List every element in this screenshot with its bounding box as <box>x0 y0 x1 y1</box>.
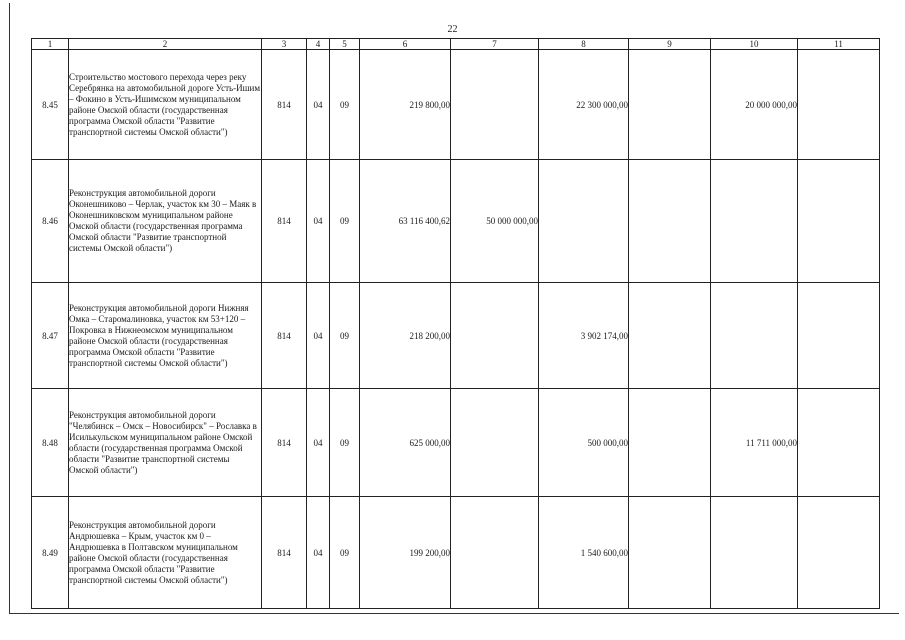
row-amount-7 <box>451 283 539 389</box>
header-cell-4: 4 <box>307 39 330 50</box>
row-code-3: 814 <box>262 50 307 160</box>
row-amount-9 <box>629 50 711 160</box>
scan-border-bottom <box>9 613 899 614</box>
table-row <box>32 389 880 497</box>
table-row <box>32 50 880 160</box>
row-number: 8.46 <box>32 160 69 283</box>
header-cell-11: 11 <box>798 39 880 50</box>
row-code-5: 09 <box>330 389 360 497</box>
table-header-row <box>32 39 880 50</box>
row-code-5: 09 <box>330 160 360 283</box>
row-code-3: 814 <box>262 389 307 497</box>
row-number: 8.45 <box>32 50 69 160</box>
row-description: Реконструкция автомобильной дороги "Челябинск – Омск – Новосибирск" – Рославка в Исилькульском муниципальном районе Омской области (государственная программа Омской области "Развитие транспортной системы Омской области") <box>69 389 262 497</box>
row-code-3: 814 <box>262 160 307 283</box>
row-amount-7 <box>451 389 539 497</box>
row-code-5: 09 <box>330 497 360 609</box>
row-code-4: 04 <box>307 50 330 160</box>
header-cell-9: 9 <box>629 39 711 50</box>
row-amount-11 <box>798 389 880 497</box>
scan-border-left <box>9 3 10 613</box>
table-row <box>32 283 880 389</box>
row-amount-7 <box>451 50 539 160</box>
header-cell-2: 2 <box>69 39 262 50</box>
row-code-4: 04 <box>307 497 330 609</box>
row-number: 8.47 <box>32 283 69 389</box>
row-amount-10 <box>711 160 798 283</box>
row-amount-6: 219 800,00 <box>360 50 451 160</box>
table-row <box>32 160 880 283</box>
row-amount-11 <box>798 497 880 609</box>
row-amount-6: 199 200,00 <box>360 497 451 609</box>
row-amount-9 <box>629 497 711 609</box>
row-amount-7: 50 000 000,00 <box>451 160 539 283</box>
header-cell-8: 8 <box>539 39 629 50</box>
row-description: Реконструкция автомобильной дороги Андрюшевка – Крым, участок км 0 – Андрюшевка в Полтавском муниципальном районе Омской области (государственная программа Омской области "Развитие транспортной системы Омской области") <box>69 497 262 609</box>
row-number: 8.48 <box>32 389 69 497</box>
row-amount-8: 3 902 174,00 <box>539 283 629 389</box>
header-cell-7: 7 <box>451 39 539 50</box>
row-amount-10: 11 711 000,00 <box>711 389 798 497</box>
row-code-5: 09 <box>330 50 360 160</box>
row-code-4: 04 <box>307 283 330 389</box>
row-amount-6: 218 200,00 <box>360 283 451 389</box>
header-cell-3: 3 <box>262 39 307 50</box>
row-amount-9 <box>629 160 711 283</box>
row-amount-10 <box>711 497 798 609</box>
row-number: 8.49 <box>32 497 69 609</box>
row-amount-11 <box>798 283 880 389</box>
header-cell-10: 10 <box>711 39 798 50</box>
row-code-5: 09 <box>330 283 360 389</box>
header-cell-5: 5 <box>330 39 360 50</box>
row-code-3: 814 <box>262 497 307 609</box>
row-amount-6: 625 000,00 <box>360 389 451 497</box>
row-amount-11 <box>798 50 880 160</box>
row-amount-6: 63 116 400,62 <box>360 160 451 283</box>
header-cell-1: 1 <box>32 39 69 50</box>
row-amount-8: 1 540 600,00 <box>539 497 629 609</box>
header-cell-6: 6 <box>360 39 451 50</box>
row-code-4: 04 <box>307 389 330 497</box>
row-description: Реконструкция автомобильной дороги Нижняя Омка – Старомалиновка, участок км 53+120 – Покровка в Нижнеомском муниципальном районе Омской области (государственная программа Омской области "Развитие транспортной системы Омской области") <box>69 283 262 389</box>
row-amount-8 <box>539 160 629 283</box>
row-amount-9 <box>629 389 711 497</box>
row-description: Реконструкция автомобильной дороги Оконешниково – Черлак, участок км 30 – Маяк в Оконешниковском муниципальном районе Омской области (государственная программа Омской области "Развитие транспортной системы Омской области") <box>69 160 262 283</box>
row-amount-10: 20 000 000,00 <box>711 50 798 160</box>
row-amount-9 <box>629 283 711 389</box>
table-row <box>32 497 880 609</box>
row-description: Строительство мостового перехода через реку Серебрянка на автомобильной дороге Усть-Ишим – Фокино в Усть-Ишимском муниципальном районе Омской области (государственная программа Омской области "Развитие транспортной системы Омской области") <box>69 50 262 160</box>
row-amount-8: 500 000,00 <box>539 389 629 497</box>
budget-table <box>31 38 880 609</box>
page-number: 22 <box>447 24 458 35</box>
row-code-3: 814 <box>262 283 307 389</box>
row-amount-11 <box>798 160 880 283</box>
row-amount-7 <box>451 497 539 609</box>
row-amount-8: 22 300 000,00 <box>539 50 629 160</box>
row-code-4: 04 <box>307 160 330 283</box>
row-amount-10 <box>711 283 798 389</box>
